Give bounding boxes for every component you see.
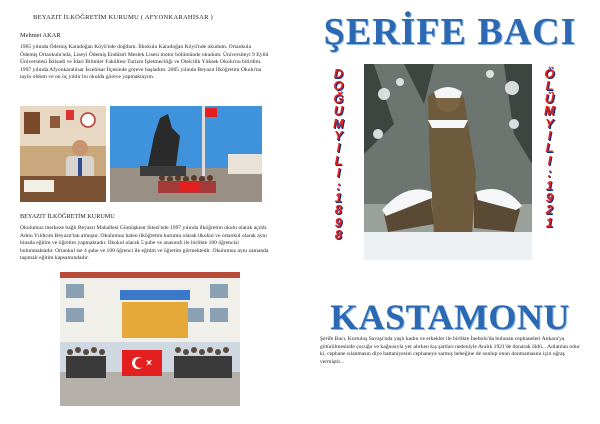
birth-letter: 1: [334, 190, 343, 206]
death-letter: Ö: [544, 66, 555, 81]
birth-letter: :: [336, 177, 341, 193]
birth-letter: 9: [334, 214, 343, 230]
author-name: Mehmet AKAR: [20, 32, 61, 39]
birth-letter: I: [336, 165, 341, 181]
school-title: BEYAZIT İLKÖĞRETİM KURUMU ( AFYONKARAHİSAR ): [33, 14, 213, 21]
school-section-title: BEYAZIT İLKÖĞRETİM KURUMU: [20, 213, 115, 220]
birth-letter: 8: [334, 227, 343, 243]
birth-letter: Y: [334, 128, 343, 144]
school-photo: [60, 272, 240, 406]
school-section-text: Okulumuz merkeze bağlı Beyazıt Mahallesi Gümüşkent Sitesi'nde 1997 yılında ilköğretim okulu olarak açıldı. Adını Yıldırım Beyazıt'tan almıştır. Okulumuz halen ilköğretim kurumu olarak ilkokul ve ortaokul olarak aynı binada eğitim ve öğretim yapmaktadır. İlkokul olarak 5 şube ve anasınıfı ile birlikte 100 öğrencisi bulunmaktadır. Ortaokul ise 4 şube ve 100 öğrenci ile eğitim ve öğretim görmektedir. Okulumuz aynı zamanda taşımalı eğitim kapsamındadır.: [20, 225, 269, 262]
death-letter: I: [547, 128, 552, 144]
birth-letter: D: [333, 66, 344, 81]
birth-letter: L: [334, 152, 343, 168]
death-letter: M: [544, 103, 555, 119]
birth-letter: Ğ: [333, 90, 344, 106]
death-letter: Y: [545, 115, 554, 131]
page-title: ŞERİFE BACI: [323, 11, 577, 53]
birth-year-vertical: [333, 68, 344, 242]
death-letter: Ü: [544, 90, 555, 106]
death-letter: L: [545, 78, 554, 94]
death-year-vertical: [544, 68, 555, 229]
death-letter: 2: [545, 202, 554, 218]
teacher-photo: [20, 106, 106, 202]
death-letter: 1: [545, 214, 554, 230]
death-letter: L: [545, 140, 554, 156]
birth-letter: I: [336, 140, 341, 156]
death-letter: 9: [545, 190, 554, 206]
death-letter: :: [547, 165, 552, 181]
author-bio: 1965 yılında Ödemiş Karadoğan Köyü'nde doğdum. İlkokulu Karadoğan Köyü'nde okudum. Ortaokulu Ödemiş Ortaokulu'nda, Liseyi Ödemiş Endüstri Meslek Lisesi motor bölümünde okudum. Üniversiteyi 9 Eylül Üniversitesi İktisadi ve İdari Bilimler Fakültesi Turizm İşletmeciliği ve Otelcilik Yüksek Okulu'nu bitirdim. 1997 yılında Afyonkarahisar İscehisar İlçesinde göreve başladım. 2005 yılında Beyazıt İlköğretim Okulu'na tayin oldum ve on üç yıldır bu okulda göreve yapmaktayım.: [20, 44, 269, 81]
birth-letter: O: [333, 78, 344, 94]
death-letter: 1: [545, 177, 554, 193]
city-title: KASTAMONU: [330, 297, 570, 337]
birth-letter: M: [333, 115, 344, 131]
birth-letter: 8: [334, 202, 343, 218]
birth-letter: U: [333, 103, 344, 119]
statue-photo: [364, 64, 532, 260]
death-letter: I: [547, 152, 552, 168]
monument-photo: [110, 106, 262, 202]
story-caption: Şerife Bacı, Kurtuluş Savaşı'nda yaşlı kadın ve erkekler ile birlikte İnebolu'da bulunan cephaneleri Ankara'ya götürülmesinde çocuğu ve kağnısıyla yer alırken kış şartları nedeniyle Aralık 1921'de donarak öldü... Anlatılan odur ki, cephane ıslanmasın diye battaniyesini cephaneye sarmış bebeğine de sonlup onun donmamasını için uğraş vermiştir...: [320, 336, 580, 365]
